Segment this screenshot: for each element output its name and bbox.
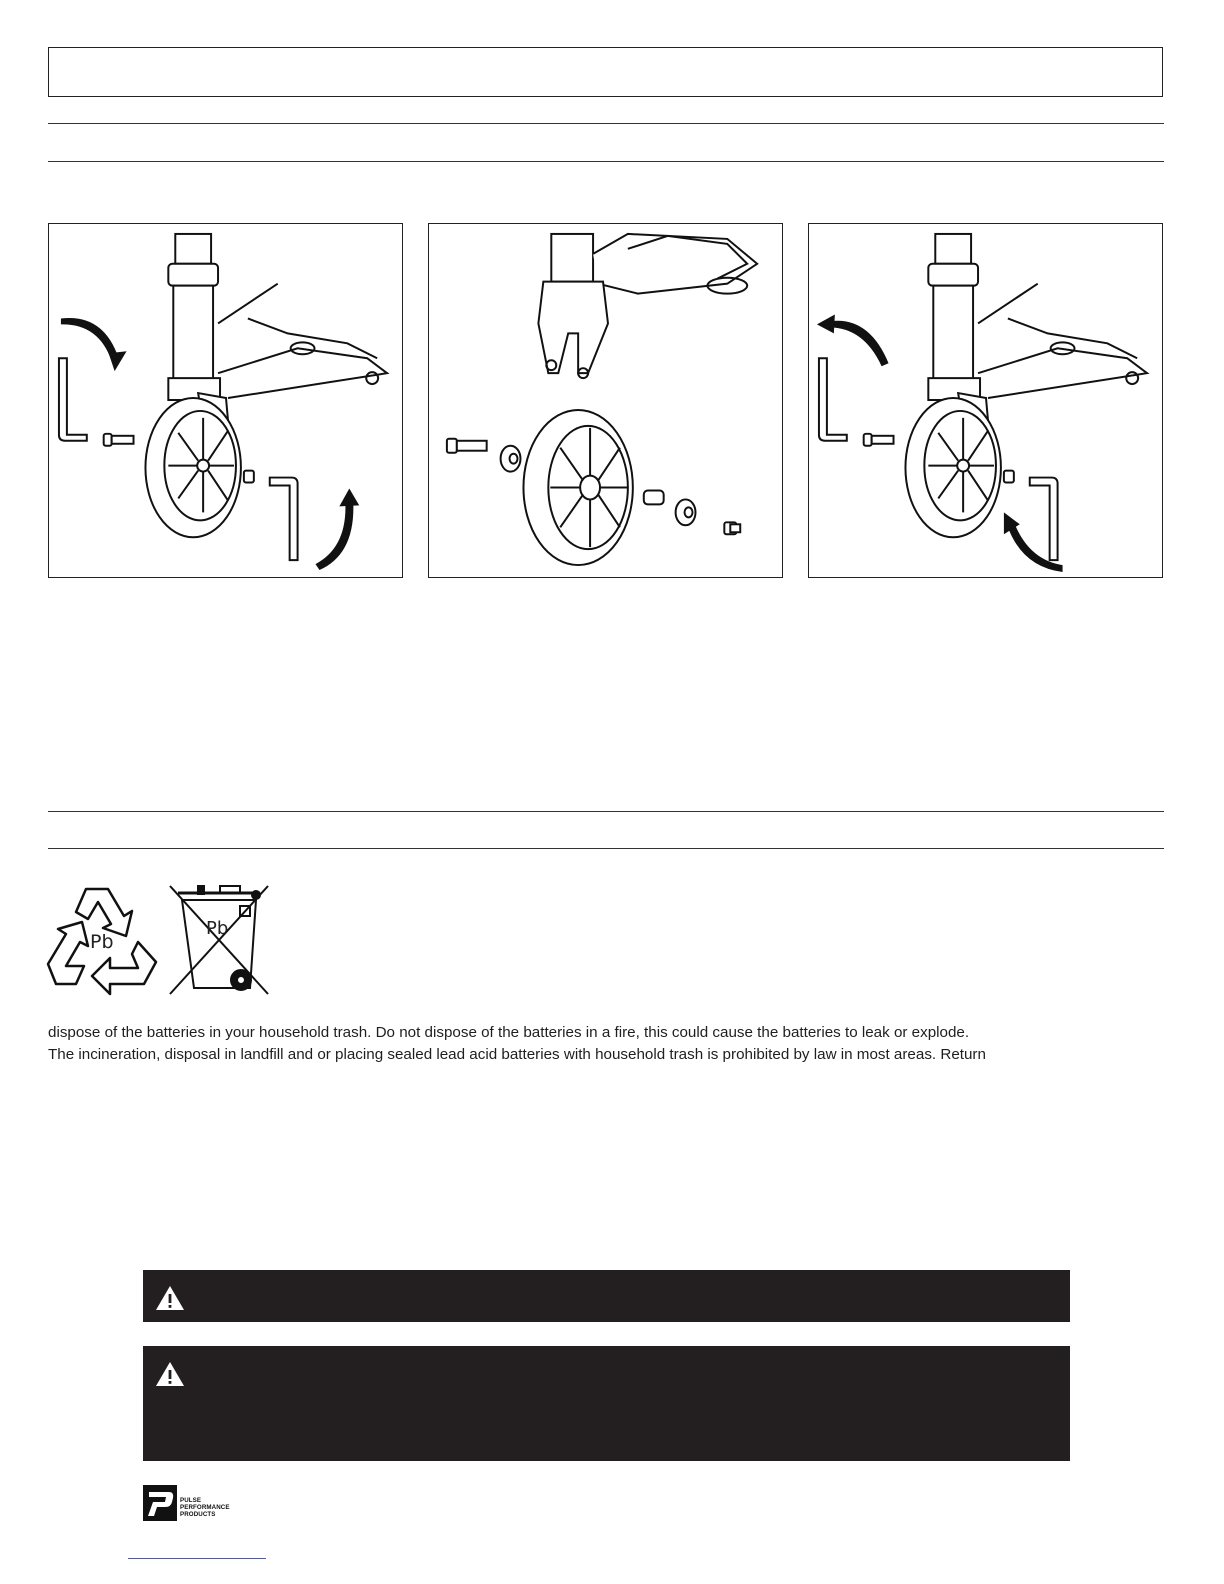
logo-line-3: PRODUCTS [180, 1511, 216, 1518]
pulse-performance-logo [143, 1485, 243, 1521]
pulse-p-logo-icon [143, 1485, 177, 1521]
scooter-front-wheel-illustration [49, 224, 402, 577]
wheel-exploded-illustration [429, 224, 782, 577]
axle-bolt-icon [447, 439, 487, 453]
section-rule-bottom-2 [48, 848, 1164, 849]
section-rule-top-2 [48, 811, 1164, 812]
nut-icon [724, 522, 740, 534]
figure-remove-wheel [48, 223, 403, 578]
wheel-icon [523, 410, 632, 565]
warning-triangle-icon [155, 1360, 185, 1388]
warning-banner-1 [143, 1270, 1070, 1322]
crossed-bin-pb-icon [168, 884, 272, 996]
svg-text:Pb: Pb [206, 918, 229, 939]
figure-wheel-parts [428, 223, 783, 578]
spacer-icon [644, 490, 664, 504]
svg-text:Pb: Pb [90, 931, 114, 953]
battery-disposal-text [48, 1022, 1168, 1066]
logo-line-1: PULSE [180, 1497, 202, 1504]
recycle-pb-icon [46, 884, 160, 996]
figure-install-wheel [808, 223, 1163, 578]
scooter-front-wheel-install-illustration [809, 224, 1162, 577]
section-title-box [48, 47, 1163, 97]
logo-line-2: PERFORMANCE [180, 1504, 230, 1511]
section-rule-top [48, 123, 1164, 124]
section-rule-bottom [48, 161, 1164, 162]
warning-triangle-icon [155, 1284, 185, 1312]
warning-banner-2 [143, 1346, 1070, 1461]
logo-text [180, 1497, 230, 1518]
body-line-1: dispose of the batteries in your household trash. Do not dispose of the batteries in a fire, this could cause the batteries to leak or explode. [48, 1024, 970, 1041]
body-line-2: The incineration, disposal in landfill and or placing sealed lead acid batteries with household trash is prohibited by law in most areas. Return [48, 1046, 986, 1063]
website-link-underline[interactable] [128, 1558, 266, 1559]
